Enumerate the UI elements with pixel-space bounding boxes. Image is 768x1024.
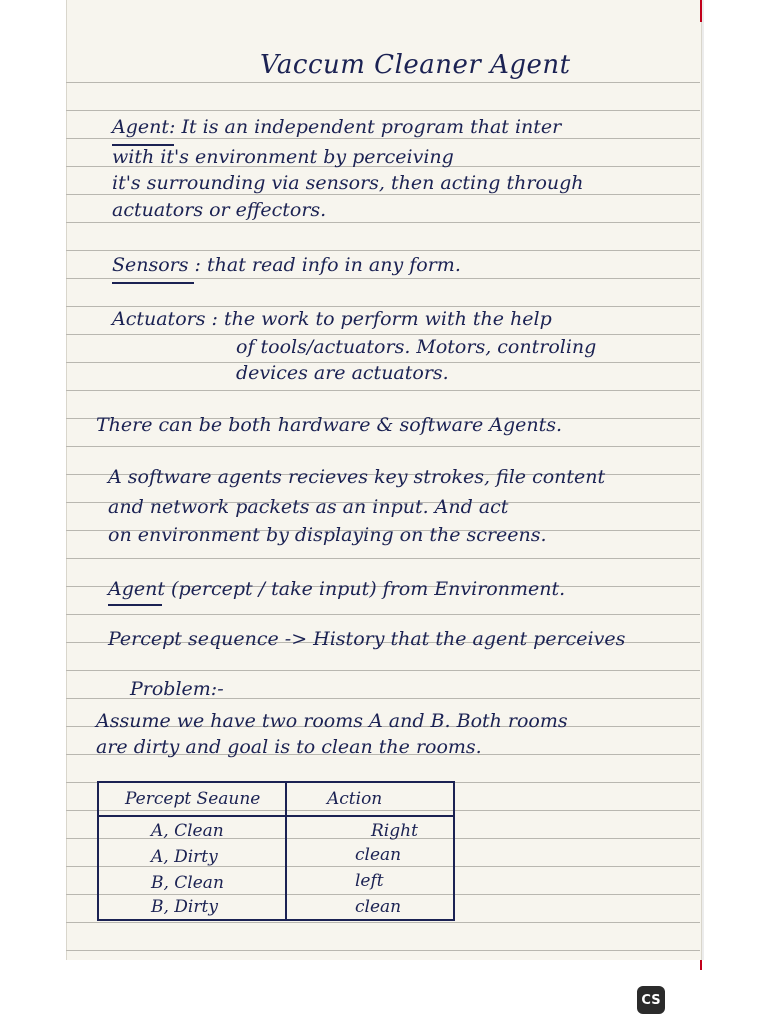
percept-action-table [97, 781, 455, 921]
ruled-line [66, 82, 700, 83]
page-title: Vaccum Cleaner Agent [260, 50, 571, 80]
page-edge-mark [700, 0, 702, 22]
note-line: Agent (percept / take input) from Environment. [108, 578, 566, 600]
note-line: on environment by displaying on the screens. [108, 524, 547, 546]
ruled-line [66, 194, 700, 195]
ruled-line [66, 670, 700, 671]
ruled-line [66, 558, 700, 559]
table-header-action: Action [327, 789, 383, 809]
table-row-divider [99, 815, 453, 817]
heading-underline [112, 282, 194, 284]
ruled-line [66, 950, 700, 951]
scanner-app-icon [637, 986, 665, 1014]
ruled-line [66, 614, 700, 615]
note-line: with it's environment by perceiving [112, 146, 454, 168]
page-edge-mark [700, 960, 702, 970]
note-line: Assume we have two rooms A and B. Both rooms [96, 710, 568, 732]
table-cell: A, Dirty [151, 847, 218, 867]
ruled-line [66, 390, 700, 391]
note-line: it's surrounding via sensors, then acting through [112, 172, 584, 194]
note-line: are dirty and goal is to clean the rooms. [96, 736, 482, 758]
note-line: Actuators : the work to perform with the help [112, 308, 552, 330]
note-line: Percept sequence -> History that the agent perceives [108, 628, 626, 650]
note-line: A software agents recieves key strokes, file content [108, 466, 606, 488]
ruled-line [66, 110, 700, 111]
ruled-line [66, 278, 700, 279]
ruled-line [66, 138, 700, 139]
table-cell: A, Clean [151, 821, 224, 841]
ruled-line [66, 446, 700, 447]
ruled-line [66, 922, 700, 923]
note-line: actuators or effectors. [112, 199, 327, 221]
table-header-percept: Percept Seaune [125, 789, 261, 809]
note-line: devices are actuators. [236, 362, 449, 384]
heading-underline [108, 604, 162, 606]
note-line: There can be both hardware & software Agents. [96, 414, 563, 436]
table-cell: Right [371, 821, 418, 841]
table-column-divider [285, 783, 287, 919]
table-cell: left [355, 871, 384, 891]
note-line: and network packets as an input. And act [108, 496, 509, 518]
note-line: of tools/actuators. Motors, controling [236, 336, 597, 358]
ruled-line [66, 250, 700, 251]
note-line: Sensors : that read info in any form. [112, 254, 461, 276]
ruled-line [66, 334, 700, 335]
table-cell: B, Clean [151, 873, 224, 893]
table-cell: clean [355, 897, 402, 917]
ruled-line [66, 222, 700, 223]
scanner-app-label: CS [641, 992, 661, 1008]
problem-label: Problem:- [130, 678, 224, 700]
table-cell: B, Dirty [151, 897, 218, 917]
ruled-line [66, 306, 700, 307]
table-cell: clean [355, 845, 402, 865]
note-line: Agent: It is an independent program that inter [112, 116, 562, 138]
